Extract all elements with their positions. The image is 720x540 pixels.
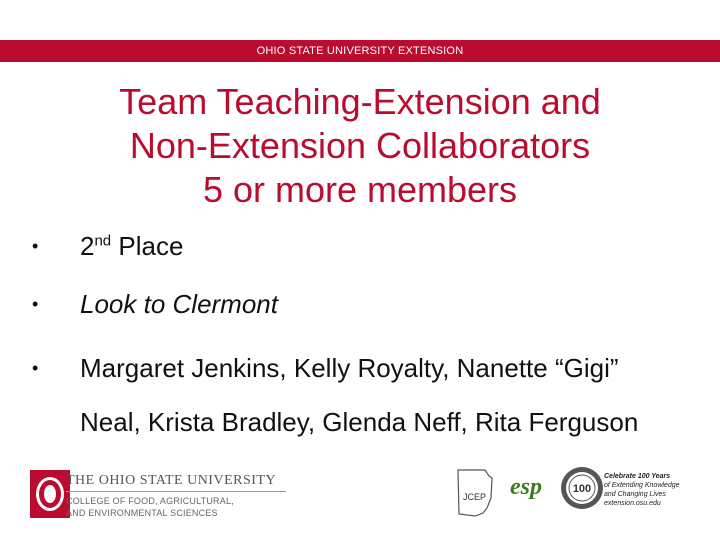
celebrate-line-2: of Extending Knowledge [604,482,680,489]
members-line-2: Neal, Krista Bradley, Glenda Neff, Rita Ferguson [80,407,639,437]
bullet-item-project [32,283,702,325]
celebrate-line-4: extension.osu.edu [604,500,661,507]
title-line-3: 5 or more members [202,169,518,210]
slide-title [0,80,720,212]
celebrate-text [604,472,714,508]
place-ordinal: nd [94,232,112,250]
bullet-text-project: Look to Clermont [80,289,278,319]
osu-block-o-icon [30,470,70,518]
title-line-1: Team Teaching-Extension and [119,81,601,122]
bullet-text-members [80,341,702,449]
place-word: Place [111,231,184,261]
extension-centennial-seal-icon [560,466,604,510]
jcep-ohio-logo-icon [455,468,495,518]
celebrate-line-3: and Changing Lives [604,491,666,498]
bullet-item-members [32,341,702,449]
bullet-marker: • [32,358,39,378]
university-name: THE OHIO STATE UNIVERSITY [66,473,286,492]
bullet-item-place [32,225,702,267]
osu-wordmark [66,473,286,519]
college-line-2: AND ENVIRONMENTAL SCIENCES [66,508,218,518]
footer-logos [0,460,720,530]
header-banner [0,40,720,62]
seal-number: 100 [572,483,592,495]
place-number: 2 [80,231,95,261]
bullet-text-place [80,225,702,267]
esp-logo: esp [510,474,542,500]
bullet-marker: • [32,294,39,314]
jcep-text: JCEP [463,492,487,502]
members-line-1: Margaret Jenkins, Kelly Royalty, Nanette “Gigi” [80,353,619,383]
bullet-marker: • [32,236,39,256]
college-line-1: COLLEGE OF FOOD, AGRICULTURAL, [66,496,234,506]
title-line-2: Non-Extension Collaborators [129,125,591,166]
bullet-list [32,225,702,449]
celebrate-line-1: Celebrate 100 Years [604,473,671,480]
banner-text: OHIO STATE UNIVERSITY EXTENSION [256,45,464,57]
